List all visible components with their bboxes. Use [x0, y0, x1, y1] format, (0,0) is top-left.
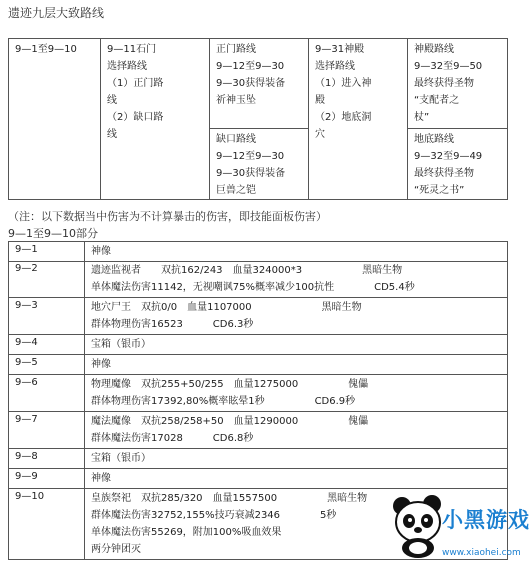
watermark-logo: [388, 490, 530, 570]
route-cell-line: 9—32至9—49: [414, 151, 483, 162]
floor-detail: [85, 298, 507, 334]
route-cell-line: 线: [107, 95, 117, 106]
route-cell-line: 穴: [315, 129, 325, 140]
route-cell-line: 选择路线: [315, 61, 355, 72]
floor-detail-line: 群体物理伤害16523 CD6.3秒: [91, 319, 254, 330]
route-table: [8, 38, 508, 200]
floor-label: 9—6: [9, 375, 85, 411]
floor-detail: [85, 355, 507, 374]
route-cell-line: 正门路线: [216, 44, 256, 55]
table-row: [8, 469, 508, 489]
floor-label: 9—8: [9, 449, 85, 468]
page-title: 遗迹九层大致路线: [8, 6, 105, 20]
route-cell-line: 最终获得圣物: [414, 78, 474, 89]
table-row: [8, 298, 508, 335]
floor-label: 9—2: [9, 261, 85, 297]
floor-detail-line: 群体魔法伤害32752,155%技巧衰减2346 5秒: [91, 510, 337, 521]
floor-label: 9—7: [9, 412, 85, 448]
floor-detail-line: 神像: [91, 359, 111, 370]
route-cell-front-gate: [209, 38, 309, 129]
route-cell-line: 9—11石门: [107, 44, 157, 55]
table-row: [8, 355, 508, 375]
floor-label: 9—5: [9, 355, 85, 374]
floor-detail-line: 两分钟团灭: [91, 544, 141, 555]
route-cell-line: （1）进入神: [315, 78, 372, 89]
route-cell-underground-route: [407, 128, 508, 200]
floor-detail-line: 单体魔法伤害11142，无视嘲讽75%概率减少100抗性 CD5.4秒: [91, 282, 415, 293]
floor-label: 9—1: [9, 242, 85, 261]
route-cell-line: 缺口路线: [216, 134, 256, 145]
floor-label: 9—3: [9, 298, 85, 334]
floor-detail-line: 皇族祭祀 双抗285/320 血量1557500 黑暗生物: [91, 493, 368, 504]
floor-label: 9—4: [9, 335, 85, 354]
route-cell-line: 9—31神殿: [315, 44, 365, 55]
floor-detail: [85, 242, 507, 261]
watermark-site: www.xiaohei.com: [442, 548, 521, 558]
table-row: [8, 241, 508, 262]
floor-detail-line: 宝箱（银币）: [91, 339, 151, 350]
route-cell-breach: [209, 128, 309, 200]
floor-detail-line: 神像: [91, 246, 111, 257]
floor-detail-line: 宝箱（银币）: [91, 453, 151, 464]
floor-detail-line: 遗迹监视者 双抗162/243 血量324000*3 黑暗生物: [91, 265, 403, 276]
route-cell-line: 地底路线: [414, 134, 454, 145]
route-cell-temple-choice: [308, 38, 408, 200]
route-cell-line: 9—12至9—30: [216, 151, 285, 162]
floor-detail-line: 单体魔法伤害55269，附加100%吸血效果: [91, 527, 282, 538]
floor-label: 9—9: [9, 469, 85, 488]
route-cell-line: 祈神玉坠: [216, 95, 256, 106]
floor-detail: [85, 412, 507, 448]
floor-detail: [85, 261, 507, 297]
route-cell-line: 杖”: [414, 112, 430, 123]
table-row: [8, 335, 508, 355]
floor-label: 9—10: [9, 489, 85, 559]
route-cell-line: 殿: [315, 95, 325, 106]
route-cell-line: 巨兽之铠: [216, 185, 256, 196]
route-cell-floors: 9—1至9—10: [8, 38, 101, 200]
route-cell-line: 9—32至9—50: [414, 61, 483, 72]
table-row: [8, 375, 508, 412]
floor-detail-line: 群体魔法伤害17028 CD6.8秒: [91, 433, 254, 444]
route-cell-line: 最终获得圣物: [414, 168, 474, 179]
route-cell-line: 9—30获得装备: [216, 78, 286, 89]
route-cell-stone-gate: [100, 38, 210, 200]
route-cell-line: 9—30获得装备: [216, 168, 286, 179]
floor-detail: [85, 375, 507, 411]
damage-note: （注：以下数据当中伤害为不计算暴击的伤害，即技能面板伤害）: [8, 210, 327, 223]
floor-detail-line: 神像: [91, 473, 111, 484]
watermark-brand: 小黑游戏: [442, 508, 530, 532]
route-cell-line: 线: [107, 129, 117, 140]
route-cell-line: （2）地底洞: [315, 112, 372, 123]
route-cell-temple-route: [407, 38, 508, 129]
route-cell-line: （1）正门路: [107, 78, 164, 89]
floor-detail: [85, 449, 507, 468]
route-cell-line: “死灵之书”: [414, 185, 465, 196]
floor-detail: [85, 335, 507, 354]
table-row: [8, 261, 508, 298]
route-cell-line: （2）缺口路: [107, 112, 164, 123]
section-heading: 9—1至9—10部分: [8, 227, 98, 240]
floor-detail-line: 物理魔像 双抗255+50/255 血量1275000 傀儡: [91, 379, 369, 390]
floor-detail-line: 魔法魔像 双抗258/258+50 血量1290000 傀儡: [91, 416, 369, 427]
panda-icon: [388, 492, 448, 558]
floor-detail-line: 地穴尸王 双抗0/0 血量1107000 黑暗生物: [91, 302, 362, 313]
table-row: [8, 412, 508, 449]
route-cell-line: 神殿路线: [414, 44, 454, 55]
floor-detail: [85, 469, 507, 488]
table-row: [8, 449, 508, 469]
route-cell-line: “支配者之: [414, 95, 460, 106]
floor-detail-line: 群体物理伤害17392,80%概率眩晕1秒 CD6.9秒: [91, 396, 356, 407]
route-cell-line: 选择路线: [107, 61, 147, 72]
route-cell-line: 9—12至9—30: [216, 61, 285, 72]
